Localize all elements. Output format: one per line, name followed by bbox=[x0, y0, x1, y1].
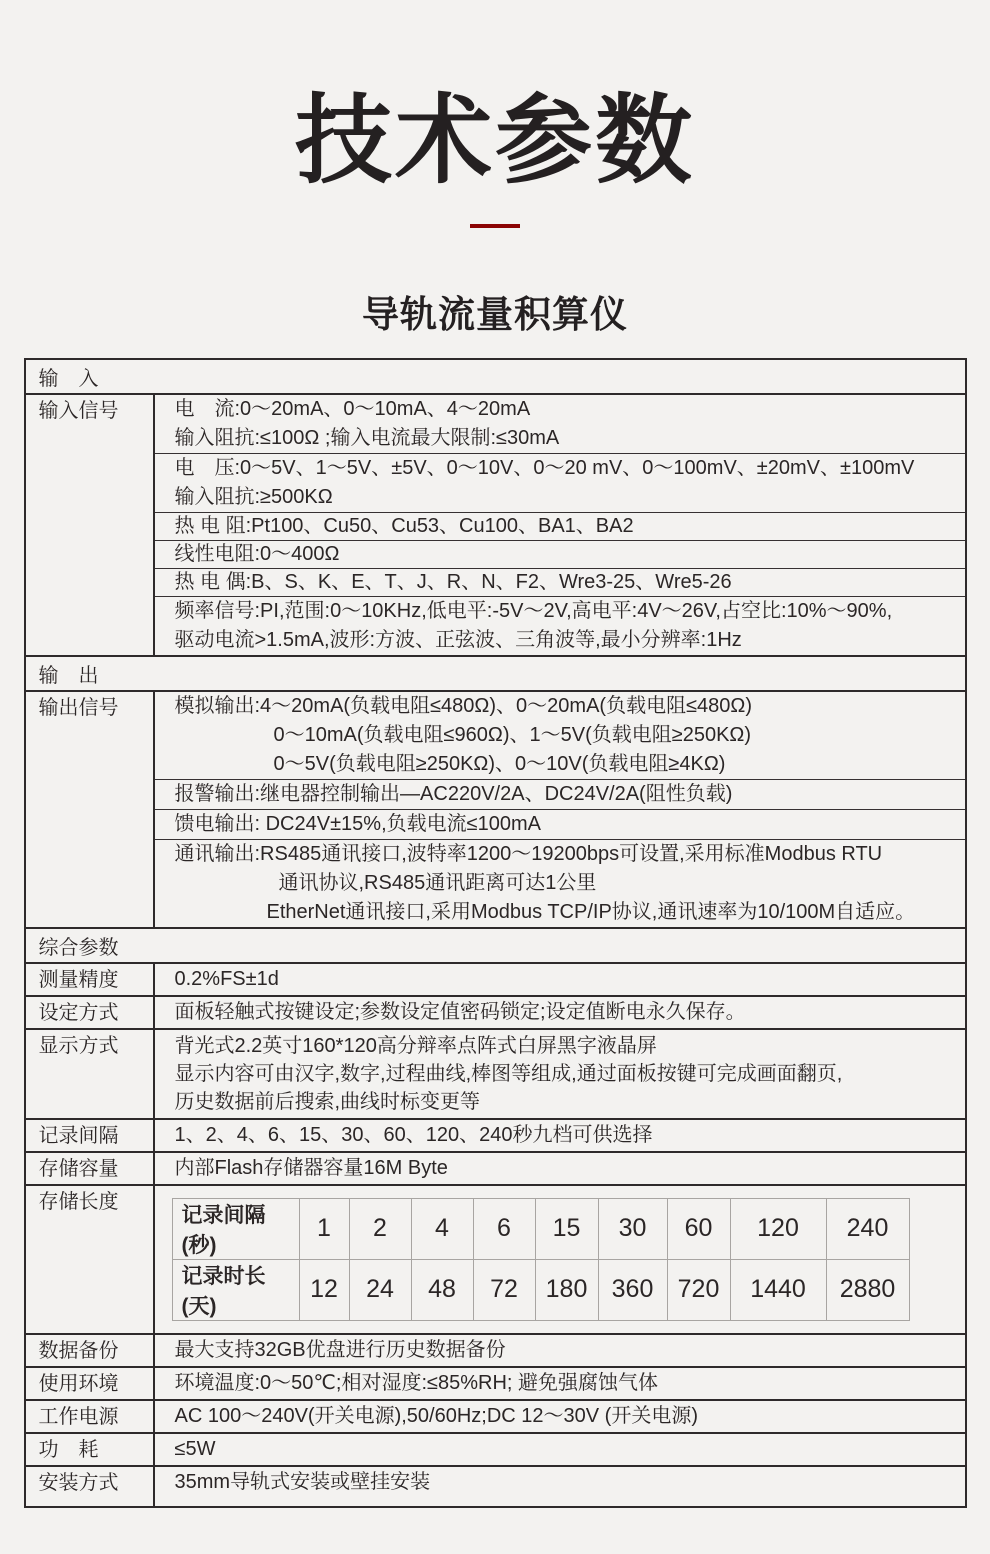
display-label: 显示方式 bbox=[38, 1034, 119, 1057]
spec-analog-line1: 模拟输出:4～20mA(负载电阻≤480Ω)、0～20mA(负载电阻≤480Ω) bbox=[174, 694, 753, 717]
spec-thermocouple-line: 热 电 偶:B、S、K、E、T、J、R、N、F2、Wre3-25、Wre5-26 bbox=[174, 570, 732, 593]
spec-feed-output bbox=[155, 809, 965, 839]
input-signal-label: 输入信号 bbox=[38, 399, 119, 422]
storage-length-content bbox=[153, 1186, 965, 1333]
storage-interval-cell: 1 bbox=[299, 1198, 349, 1259]
storage-duration-cell: 48 bbox=[411, 1259, 473, 1320]
spec-voltage-line1: 电 压:0～5V、1～5V、±5V、0～10V、0～20 mV、0～100mV、±20mV、±100mV bbox=[174, 456, 915, 479]
spec-current-line2: 输入阻抗:≤100Ω ;输入电流最大限制:≤30mA bbox=[174, 426, 560, 449]
row-setting bbox=[26, 995, 965, 1028]
spec-linear-resistance bbox=[155, 540, 965, 568]
record-interval-label: 记录间隔 bbox=[38, 1124, 119, 1147]
storage-interval-cell: 15 bbox=[535, 1198, 598, 1259]
storage-interval-cell: 6 bbox=[473, 1198, 535, 1259]
storage-duration-cell: 2880 bbox=[826, 1259, 909, 1320]
spec-alarm-output bbox=[155, 779, 965, 809]
display-value bbox=[153, 1030, 965, 1118]
row-record-interval bbox=[26, 1118, 965, 1151]
spec-current-line1: 电 流:0～20mA、0～10mA、4～20mA bbox=[174, 397, 531, 420]
data-backup-label: 数据备份 bbox=[38, 1339, 119, 1362]
spec-comm-line2: 通讯协议,RS485通讯距离可达1公里 bbox=[278, 871, 597, 894]
spec-comm-output bbox=[155, 839, 965, 927]
storage-length-table bbox=[172, 1198, 910, 1321]
spec-table bbox=[24, 358, 967, 1508]
storage-interval-cell: 120 bbox=[730, 1198, 826, 1259]
accuracy-value: 0.2%FS±1d bbox=[153, 964, 965, 995]
input-signal-content bbox=[153, 395, 965, 655]
row-power bbox=[26, 1399, 965, 1432]
power-value: AC 100～240V(开关电源),50/60Hz;DC 12～30V (开关电源) bbox=[153, 1401, 965, 1432]
accuracy-label: 测量精度 bbox=[38, 968, 119, 991]
spec-comm-line1: 通讯输出:RS485通讯接口,波特率1200～19200bps可设置,采用标准Modbus RTU bbox=[174, 842, 883, 865]
row-display bbox=[26, 1028, 965, 1118]
storage-interval-cell: 240 bbox=[826, 1198, 909, 1259]
power-label: 工作电源 bbox=[38, 1405, 119, 1428]
spec-rtd-line: 热 电 阻:Pt100、Cu50、Cu53、Cu100、BA1、BA2 bbox=[174, 514, 634, 537]
section-header-misc-label: 综合参数 bbox=[38, 936, 119, 959]
section-header-input-label: 输 入 bbox=[38, 367, 99, 390]
spec-rtd bbox=[155, 512, 965, 540]
storage-interval-cell: 2 bbox=[349, 1198, 411, 1259]
storage-duration-row bbox=[172, 1259, 909, 1320]
spec-frequency-line1: 频率信号:PI,范围:0～10KHz,低电平:-5V～2V,高电平:4V～26V,占空比:10%～90%, bbox=[174, 599, 893, 622]
row-accuracy bbox=[26, 962, 965, 995]
data-backup-value: 最大支持32GB优盘进行历史数据备份 bbox=[153, 1335, 965, 1366]
page-title: 技术参数 bbox=[295, 86, 695, 195]
storage-duration-cell: 12 bbox=[299, 1259, 349, 1320]
display-line1: 背光式2.2英寸160*120高分辩率点阵式白屏黑字液晶屏 bbox=[174, 1034, 657, 1057]
environment-label: 使用环境 bbox=[38, 1372, 119, 1395]
record-interval-value: 1、2、4、6、15、30、60、120、240秒九档可供选择 bbox=[153, 1120, 965, 1151]
storage-interval-cell: 60 bbox=[667, 1198, 730, 1259]
spec-sheet-page bbox=[0, 86, 990, 1554]
installation-label: 安装方式 bbox=[38, 1471, 119, 1494]
storage-duration-cell: 1440 bbox=[730, 1259, 826, 1320]
spec-frequency bbox=[155, 596, 965, 655]
display-line2: 显示内容可由汉字,数字,过程曲线,棒图等组成,通过面板按键可完成画面翻页, bbox=[174, 1062, 843, 1085]
display-line3: 历史数据前后搜索,曲线时标变更等 bbox=[174, 1090, 481, 1113]
storage-interval-cell: 4 bbox=[411, 1198, 473, 1259]
row-storage-capacity bbox=[26, 1151, 965, 1184]
row-output-signal bbox=[26, 690, 965, 927]
setting-label: 设定方式 bbox=[38, 1001, 119, 1024]
storage-duration-cell: 360 bbox=[598, 1259, 667, 1320]
installation-value: 35mm导轨式安装或壁挂安装 bbox=[153, 1467, 965, 1506]
environment-value: 环境温度:0～50℃;相对湿度:≤85%RH; 避免强腐蚀气体 bbox=[153, 1368, 965, 1399]
storage-length-label: 存储长度 bbox=[38, 1190, 119, 1213]
storage-capacity-label: 存储容量 bbox=[38, 1157, 119, 1180]
spec-comm-line3: EtherNet通讯接口,采用Modbus TCP/IP协议,通讯速率为10/100M自适应。 bbox=[266, 900, 916, 923]
spec-analog-output bbox=[155, 692, 965, 779]
spec-analog-line3: 0～5V(负载电阻≥250KΩ)、0～10V(负载电阻≥4KΩ) bbox=[273, 752, 726, 775]
spec-voltage bbox=[155, 453, 965, 512]
storage-duration-cell: 72 bbox=[473, 1259, 535, 1320]
product-name: 导轨流量积算仪 bbox=[362, 293, 628, 335]
row-input-signal bbox=[26, 393, 965, 655]
section-header-misc bbox=[26, 927, 965, 962]
spec-analog-line2: 0～10mA(负载电阻≤960Ω)、1～5V(负载电阻≥250KΩ) bbox=[273, 723, 752, 746]
storage-interval-row bbox=[172, 1198, 909, 1259]
consumption-label: 功 耗 bbox=[38, 1438, 99, 1461]
setting-value: 面板轻触式按键设定;参数设定值密码锁定;设定值断电永久保存。 bbox=[153, 997, 965, 1028]
consumption-value: ≤5W bbox=[153, 1434, 965, 1465]
spec-alarm-line: 报警输出:继电器控制输出—AC220V/2A、DC24V/2A(阻性负载) bbox=[174, 782, 733, 805]
storage-duration-cell: 180 bbox=[535, 1259, 598, 1320]
accent-dash bbox=[470, 224, 520, 228]
spec-frequency-line2: 驱动电流>1.5mA,波形:方波、正弦波、三角波等,最小分辨率:1Hz bbox=[174, 628, 742, 651]
row-consumption bbox=[26, 1432, 965, 1465]
spec-thermocouple bbox=[155, 568, 965, 596]
spec-voltage-line2: 输入阻抗:≥500KΩ bbox=[174, 485, 333, 508]
storage-capacity-value: 内部Flash存储器容量16M Byte bbox=[153, 1153, 965, 1184]
storage-interval-cell: 30 bbox=[598, 1198, 667, 1259]
output-signal-label: 输出信号 bbox=[38, 696, 119, 719]
storage-interval-header: 记录间隔(秒) bbox=[172, 1198, 299, 1259]
row-environment bbox=[26, 1366, 965, 1399]
row-data-backup bbox=[26, 1333, 965, 1366]
spec-linear-resistance-line: 线性电阻:0～400Ω bbox=[174, 542, 340, 565]
section-header-output-label: 输 出 bbox=[38, 664, 99, 687]
storage-duration-header: 记录时长(天) bbox=[172, 1259, 299, 1320]
storage-duration-cell: 720 bbox=[667, 1259, 730, 1320]
storage-duration-cell: 24 bbox=[349, 1259, 411, 1320]
section-header-input bbox=[26, 360, 965, 393]
output-signal-content bbox=[153, 692, 965, 927]
spec-feed-line: 馈电输出: DC24V±15%,负载电流≤100mA bbox=[174, 812, 541, 835]
spec-current bbox=[155, 395, 965, 453]
row-installation bbox=[26, 1465, 965, 1506]
section-header-output bbox=[26, 655, 965, 690]
row-storage-length bbox=[26, 1184, 965, 1333]
